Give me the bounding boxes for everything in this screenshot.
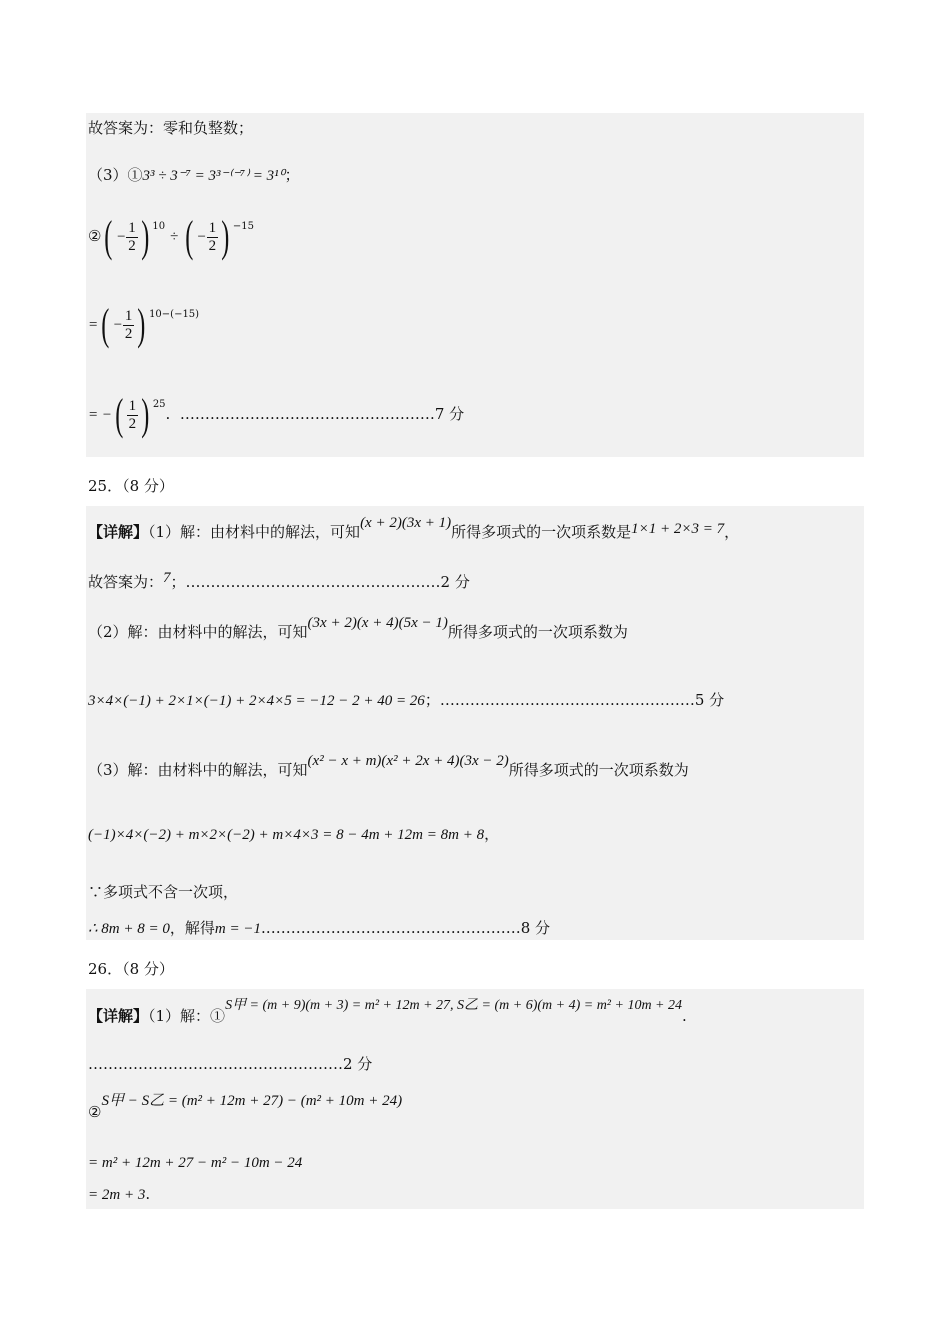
detail-label: 【详解】	[88, 1007, 149, 1025]
q25-part3: （3）解：由材料中的解法，可知(x² − x + m)(x² + 2x + 4)(3x − 2)所得多项式的一次项系数为	[88, 753, 689, 779]
score-dots: ；……………………………………………5 分	[424, 691, 725, 709]
math-expression: 3×4×(−1) + 2×1×(−1) + 2×4×5 = −12 − 2 + 40 = 26	[88, 693, 425, 709]
fraction: $\frac{1}{2}$	[208, 219, 217, 254]
step3-part1: （3）①3³ ÷ 3⁻⁷ = 3³⁻⁽⁻⁷⁾ = 3¹⁰；	[88, 166, 300, 184]
answer-line-conclusion: 故答案为：零和负整数；	[88, 119, 254, 137]
fraction: $\frac{1}{2}$	[124, 307, 133, 342]
math-expression: (−1)×4×(−2) + m×2×(−2) + m×4×3 = 8 − 4m + 12m = 8m + 8	[88, 827, 485, 843]
score-dots: ……………………………………………7 分	[179, 405, 465, 423]
detail-label: 【详解】	[88, 523, 149, 541]
math-expression: = 2m + 3	[88, 1187, 146, 1203]
q25-part2-calc	[88, 690, 724, 711]
q25-part1-answer: 故答案为：7；……………………………………………2 分	[88, 570, 470, 591]
math-expression: (3x + 2)(x + 4)(5x − 1)	[307, 615, 448, 631]
step3-part2: ②( − $\frac{1}{2}$ ) $^{10}$ ÷ ( − $\frac{1}{2}$ ) $^{-15}$	[88, 212, 254, 261]
step-label: （3）①	[88, 166, 143, 184]
math-expression: S甲 − S乙 = (m² + 12m + 27) − (m² + 10m + 24)	[101, 1093, 403, 1109]
q26-part1: 【详解】（1）解：①S甲 = (m + 9)(m + 3) = m² + 12m + 27, S乙 = (m + 6)(m + 4) = m² + 10m + 24.	[88, 998, 687, 1025]
question-heading-26: 26．（8 分）	[88, 960, 174, 978]
math-expression: (x + 2)(3x + 1)	[360, 515, 452, 531]
q25-because: ∵多项式不含一次项，	[88, 883, 239, 901]
fraction: $\frac{1}{2}$	[128, 219, 136, 254]
q25-therefore: ∴ 8m + 8 = 0，解得m = −1.……………………………………………8 分	[88, 919, 551, 937]
q26-part1-score	[88, 1054, 372, 1074]
step3-part2-line3: = −( $\frac{1}{2}$ ) $^{25}$. ……………………………………………7 分	[88, 390, 465, 439]
step-label: ②	[88, 1103, 102, 1121]
step-label: ②	[88, 227, 102, 245]
math-expression: 3³ ÷ 3⁻⁷ = 3³⁻⁽⁻⁷⁾ = 3¹⁰	[142, 168, 285, 184]
question-heading-25: 25．（8 分）	[88, 477, 174, 495]
q25-part2: （2）解：由材料中的解法，可知(3x + 2)(x + 4)(5x − 1)所得多项式的一次项系数为	[88, 615, 628, 641]
fraction: $\frac{1}{2}$	[128, 397, 137, 432]
step3-part2-line2: =( − $\frac{1}{2}$ ) $^{10-(-15)}$	[88, 300, 200, 349]
score-dots: .……………………………………………8 分	[260, 919, 551, 937]
score-dots: ；……………………………………………2 分	[170, 573, 470, 591]
math-expression: S甲 = (m + 9)(m + 3) = m² + 12m + 27, S乙 = (m + 6)(m + 4) = m² + 10m + 24	[225, 998, 683, 1013]
q25-part3-calc: (−1)×4×(−2) + m×2×(−2) + m×4×3 = 8 − 4m + 12m = 8m + 8，	[88, 825, 500, 843]
score-dots: ……………………………………………2 分	[88, 1055, 373, 1073]
math-expression: = m² + 12m + 27 − m² − 10m − 24	[88, 1155, 303, 1171]
q25-part1: 【详解】（1）解：由材料中的解法，可知(x + 2)(3x + 1)所得多项式的一次项系数是1×1 + 2×3 = 7，	[88, 515, 740, 541]
math-expression: (x² − x + m)(x² + 2x + 4)(3x − 2)	[307, 753, 509, 769]
q26-part2	[88, 1093, 403, 1123]
q26-part2-line2	[88, 1152, 302, 1173]
q26-part2-line3: = 2m + 3.	[88, 1185, 151, 1203]
